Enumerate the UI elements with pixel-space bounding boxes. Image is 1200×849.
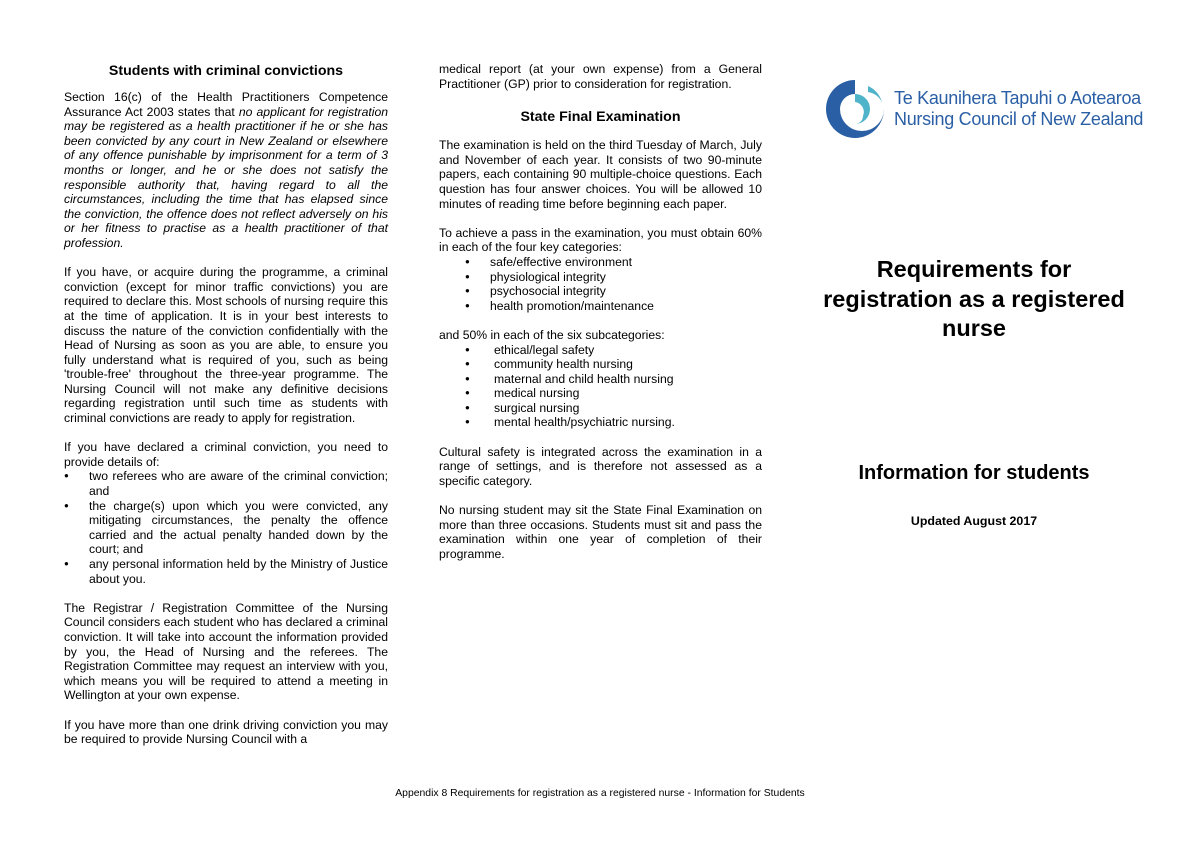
list-item: ● maternal and child health nursing	[439, 372, 762, 387]
logo-wordmark	[894, 88, 1143, 130]
list-item: ● community health nursing	[439, 357, 762, 372]
act-intro: Section 16(c) of the Health Practitioners Competence Assurance Act 2003 states that	[64, 90, 388, 119]
page-footer: Appendix 8 Requirements for registration as a registered nurse - Information for Students	[395, 788, 805, 799]
key-categories-list	[439, 255, 762, 313]
details-intro: If you have declared a criminal conviction, you need to provide details of:	[64, 440, 388, 469]
act-paragraph	[64, 90, 388, 251]
declare-paragraph: If you have, or acquire during the programme, a criminal conviction (except for minor traffic convictions) you are required to declare this. Most schools of nursing require this at the time of application. It is in your best interests to discuss the nature of the conviction confidentially with the Head of Nursing as soon as you are able, to ensure you fully understand what is required of you, such as being 'trouble-free' throughout the three-year programme. The Nursing Council will not make any definitive decisions regarding registration until such time as students with criminal convictions are ready to apply for registration.	[64, 265, 388, 426]
list-item: ● surgical nursing	[439, 401, 762, 416]
list-item: ● medical nursing	[439, 386, 762, 401]
pass-requirement-paragraph: To achieve a pass in the examination, you must obtain 60% in each of the four key categories:	[439, 225, 762, 255]
act-quote: no applicant for registration may be registered as a health practitioner if he or she has been convicted by any court in New Zealand or elsewhere of any offence punishable by imprisonment for a term of 3 months or longer, and he or she does not satisfy the responsible authority that, having regard to all the circumstances, including the time that has elapsed since the conviction, the offence does not reflect adversely on his or her fitness to practise as a health practitioner of that profession.	[64, 104, 388, 250]
list-item: ● safe/effective environment	[439, 255, 762, 270]
details-list	[64, 469, 388, 586]
updated-date: Updated August 2017	[910, 514, 1038, 528]
list-item: ● physiological integrity	[439, 270, 762, 285]
document-subtitle: Information for students	[858, 462, 1090, 484]
exam-attempts-paragraph: No nursing student may sit the State Final Examination on more than three occasions. Students must sit and pass the examination within one year of completion of their programme.	[439, 503, 762, 561]
swirl-logo-icon	[822, 76, 888, 142]
cover-panel	[822, 76, 1162, 142]
list-item: ● two referees who are aware of the criminal conviction; and	[64, 469, 388, 498]
subcategories-list	[439, 343, 762, 431]
document-title: Requirements for registration as a registered nurse	[823, 256, 1125, 341]
state-final-exam-heading: State Final Examination	[520, 109, 681, 126]
registrar-paragraph: The Registrar / Registration Committee of the Nursing Council considers each student who has declared a criminal conviction. It will take into account the information provided by you, the Head of Nursing and the referees. The Registration Committee may request an interview with you, which means you will be required to attend a meeting in Wellington at your own expense.	[64, 600, 388, 703]
criminal-convictions-heading: Students with criminal convictions	[108, 63, 344, 79]
criminal-convictions-section	[64, 62, 388, 747]
medical-report-paragraph: medical report (at your own expense) from a General Practitioner (GP) prior to consideration for registration.	[439, 62, 762, 91]
subcategories-intro: and 50% in each of the six subcategories:	[439, 327, 665, 342]
list-item: ● any personal information held by the Ministry of Justice about you.	[64, 557, 388, 586]
state-final-exam-section	[439, 62, 762, 561]
list-item: ● mental health/psychiatric nursing.	[439, 415, 762, 430]
cultural-safety-paragraph: Cultural safety is integrated across the examination in a range of settings, and is therefore not assessed as a specific category.	[439, 444, 762, 488]
drink-driving-paragraph: If you have more than one drink driving conviction you may be required to provide Nursing Council with a	[64, 717, 388, 747]
logo-line-maori: Te Kaunihera Tapuhi o Aotearoa	[894, 88, 1141, 108]
list-item: ● health promotion/maintenance	[439, 299, 762, 314]
list-item: ● ethical/legal safety	[439, 343, 762, 358]
list-item: ● psychosocial integrity	[439, 284, 762, 299]
list-item: ● the charge(s) upon which you were convicted, any mitigating circumstances, the penalty the offence carried and the actual penalty handed down by the court; and	[64, 499, 388, 557]
logo-line-english: Nursing Council of New Zealand	[894, 109, 1144, 129]
exam-schedule-paragraph: The examination is held on the third Tuesday of March, July and November of each year. It consists of two 90-minute papers, each containing 90 multiple-choice questions. Each question has four answer choices. You will be allowed 10 minutes of reading time before beginning each paper.	[439, 138, 762, 211]
nursing-council-logo	[822, 76, 1162, 142]
